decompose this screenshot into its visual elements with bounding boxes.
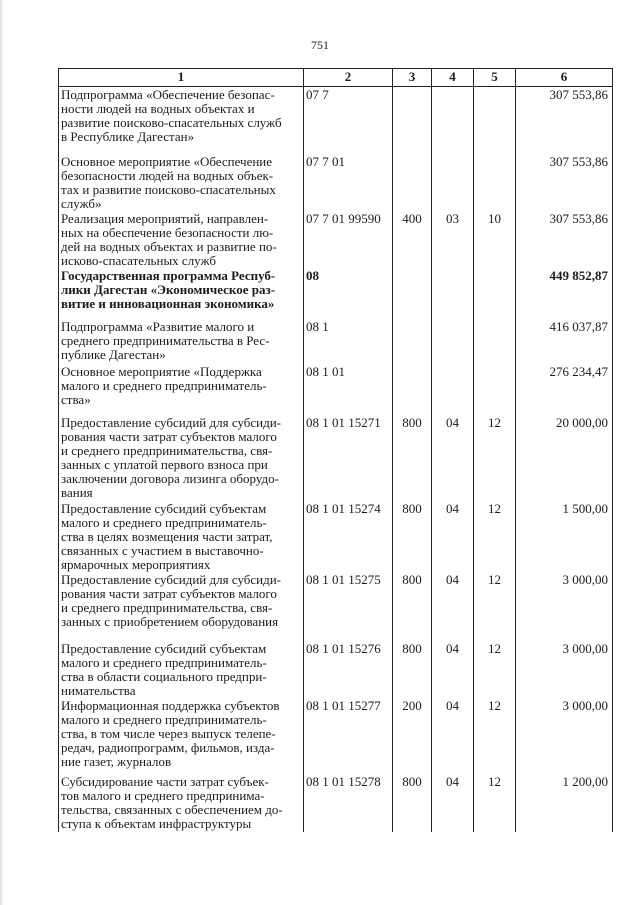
header-col-6: 6: [516, 69, 613, 87]
row-code-cell: 07 7: [304, 87, 393, 154]
row-code-cell: 07 7 01: [304, 154, 393, 211]
row-name-cell: Подпрограмма «Развитие малого и среднего предпринимательства в Рес- публике Дагестан»: [59, 319, 304, 364]
row-amount-cell: 307 553,86: [516, 211, 613, 268]
row-col5-cell: [474, 268, 516, 319]
row-col4-cell: 04: [432, 774, 474, 832]
row-code-cell: 08 1 01 15278: [304, 774, 393, 832]
row-col4-cell: [432, 364, 474, 415]
row-name-cell: Предоставление субсидий субъектам малого и среднего предприниматель- ства в области социального предпри- нимательства: [59, 641, 304, 698]
row-col3-cell: [393, 87, 432, 154]
row-name-cell: Предоставление субсидий для субсиди- рования части затрат субъектов малого и среднего предпринимательства, свя- занных с уплатой первого взноса при заключении договора лизинга оборудо- вания: [59, 415, 304, 501]
table-row: [59, 501, 613, 572]
row-col5-cell: 12: [474, 641, 516, 698]
row-col5-cell: 12: [474, 415, 516, 501]
header-col-4: 4: [432, 69, 474, 87]
header-col-5: 5: [474, 69, 516, 87]
row-name-cell: Субсидирование части затрат субъек- тов малого и среднего предпринима- тельства, связанных с обеспечением до- ступа к объектам инфраструктуры: [59, 774, 304, 832]
row-code-cell: 07 7 01 99590: [304, 211, 393, 268]
row-col4-cell: 04: [432, 641, 474, 698]
row-amount-cell: 3 000,00: [516, 572, 613, 641]
table-row: [59, 698, 613, 774]
row-code-cell: 08 1 01 15276: [304, 641, 393, 698]
row-name-cell: Предоставление субсидий для субсиди- рования части затрат субъектов малого и среднего предпринимательства, свя- занных с приобретением оборудования: [59, 572, 304, 641]
table-row: [59, 415, 613, 501]
row-code-cell: 08: [304, 268, 393, 319]
row-col3-cell: [393, 319, 432, 364]
row-col4-cell: [432, 319, 474, 364]
header-col-1: 1: [59, 69, 304, 87]
row-col3-cell: 800: [393, 501, 432, 572]
row-col4-cell: 04: [432, 501, 474, 572]
row-col3-cell: [393, 268, 432, 319]
table-row: [59, 641, 613, 698]
row-col5-cell: 10: [474, 211, 516, 268]
table-header-row: [59, 69, 613, 87]
scan-edge-shadow: [0, 0, 3, 905]
row-name-cell: Предоставление субсидий субъектам малого и среднего предприниматель- ства в целях возмещения части затрат, связанных с участием в выставочно- ярмарочных мероприятиях: [59, 501, 304, 572]
row-col4-cell: [432, 154, 474, 211]
row-col4-cell: 03: [432, 211, 474, 268]
header-col-2: 2: [304, 69, 393, 87]
row-name-cell: Подпрограмма «Обеспечение безопас- ности людей на водных объектах и развитие поисково-спасательных служб в Республике Дагестан»: [59, 87, 304, 154]
table-row: [59, 87, 613, 154]
row-col5-cell: [474, 87, 516, 154]
table-row: [59, 154, 613, 211]
table-row: [59, 319, 613, 364]
row-col3-cell: 800: [393, 641, 432, 698]
row-col3-cell: [393, 154, 432, 211]
row-code-cell: 08 1 01 15277: [304, 698, 393, 774]
row-col5-cell: 12: [474, 698, 516, 774]
row-name-cell: Информационная поддержка субъектов малого и среднего предприниматель- ства, в том числе через выпуск телепе- редач, радиопрограмм, фильмов, изда- ние газет, журналов: [59, 698, 304, 774]
row-amount-cell: 20 000,00: [516, 415, 613, 501]
row-col5-cell: 12: [474, 501, 516, 572]
row-amount-cell: 1 500,00: [516, 501, 613, 572]
row-col4-cell: 04: [432, 698, 474, 774]
row-amount-cell: 1 200,00: [516, 774, 613, 832]
row-col3-cell: [393, 364, 432, 415]
row-col4-cell: 04: [432, 415, 474, 501]
row-name-cell: Государственная программа Респуб- лики Дагестан «Экономическое раз- витие и инновационная экономика»: [59, 268, 304, 319]
row-col5-cell: 12: [474, 774, 516, 832]
table-row: [59, 211, 613, 268]
table-row: [59, 268, 613, 319]
row-amount-cell: 307 553,86: [516, 87, 613, 154]
table-row: [59, 774, 613, 832]
table-body: [59, 87, 613, 832]
row-col3-cell: 400: [393, 211, 432, 268]
row-code-cell: 08 1: [304, 319, 393, 364]
header-col-3: 3: [393, 69, 432, 87]
row-code-cell: 08 1 01: [304, 364, 393, 415]
row-col3-cell: 800: [393, 774, 432, 832]
row-col4-cell: 04: [432, 572, 474, 641]
row-code-cell: 08 1 01 15275: [304, 572, 393, 641]
row-code-cell: 08 1 01 15271: [304, 415, 393, 501]
table-row: [59, 364, 613, 415]
row-amount-cell: 276 234,47: [516, 364, 613, 415]
row-col5-cell: 12: [474, 572, 516, 641]
row-col5-cell: [474, 364, 516, 415]
row-amount-cell: 416 037,87: [516, 319, 613, 364]
row-amount-cell: 449 852,87: [516, 268, 613, 319]
row-name-cell: Основное мероприятие «Поддержка малого и среднего предприниматель- ства»: [59, 364, 304, 415]
row-amount-cell: 3 000,00: [516, 641, 613, 698]
row-col4-cell: [432, 268, 474, 319]
row-col3-cell: 800: [393, 415, 432, 501]
row-amount-cell: 307 553,86: [516, 154, 613, 211]
row-name-cell: Основное мероприятие «Обеспечение безопасности людей на водных объек- тах и развитие поисково-спасательных служб»: [59, 154, 304, 211]
table-row: [59, 572, 613, 641]
row-col5-cell: [474, 154, 516, 211]
budget-table: [58, 68, 613, 832]
row-col3-cell: 800: [393, 572, 432, 641]
row-amount-cell: 3 000,00: [516, 698, 613, 774]
page-number: 751: [311, 38, 329, 52]
row-code-cell: 08 1 01 15274: [304, 501, 393, 572]
row-col4-cell: [432, 87, 474, 154]
row-col3-cell: 200: [393, 698, 432, 774]
row-name-cell: Реализация мероприятий, направлен- ных на обеспечение безопасности лю- дей на водных объектах и развитие по- исково-спасательных служб: [59, 211, 304, 268]
row-col5-cell: [474, 319, 516, 364]
